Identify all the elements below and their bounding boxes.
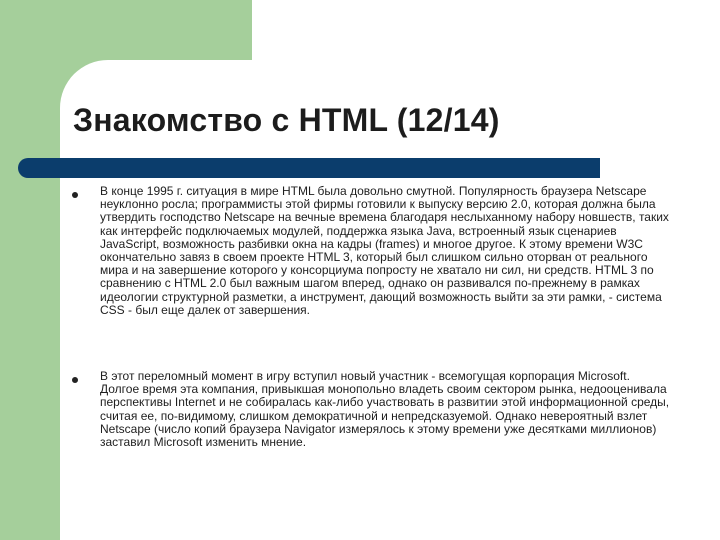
bullet-dot-icon [72,192,78,198]
bullet-item [72,185,672,317]
bullet-item [72,370,672,449]
bullet-dot-icon [72,377,78,383]
bullet-text: В этот переломный момент в игру вступил новый участник - всемогущая корпорация Microsoft. Долгое время эта компания, привыкшая монопольно владеть своим сектором рынка, недооценивала перспективы Internet и не собиралась как-либо участвовать в развитии этой информационной среды, считая ее, по-видимому, слишком демократичной и непредсказуемой. Однако невероятный взлет Netscape (число копий браузера Navigator измерялось к этому времени уже десятками миллионов) заставил Microsoft изменить мнение. [100,369,670,450]
slide-title: Знакомство с HTML (12/14) [73,102,500,138]
decorative-green-strip [0,60,60,540]
title-underline-bar [18,158,600,178]
bullet-text: В конце 1995 г. ситуация в мире HTML была довольно смутной. Популярность браузера Netscape неуклонно росла; программисты этой фирмы готовили к выпуску версию 2.0, которая должна была утвердить господство Netscape на вечные времена благодаря неслыханному набору новшеств, таких как интерфейс подключаемых модулей, поддержка языка Java, встроенный язык сценариев JavaScript, возможность разбивки окна на кадры (frames) и многое другое. К этому времени W3C окончательно завяз в своем проекте HTML 3, который был слишком сильно оторван от реального мира и на завершение которого у консорциума попросту не хватало ни сил, ни средств. HTML 3 по сравнению с HTML 2.0 был важным шагом вперед, однако он развивался по-прежнему в рамках идеологии структурной разметки, а инструмент, дающий возможность выйти за эти рамки, - система CSS - был еще далек от завершения. [100,184,669,317]
